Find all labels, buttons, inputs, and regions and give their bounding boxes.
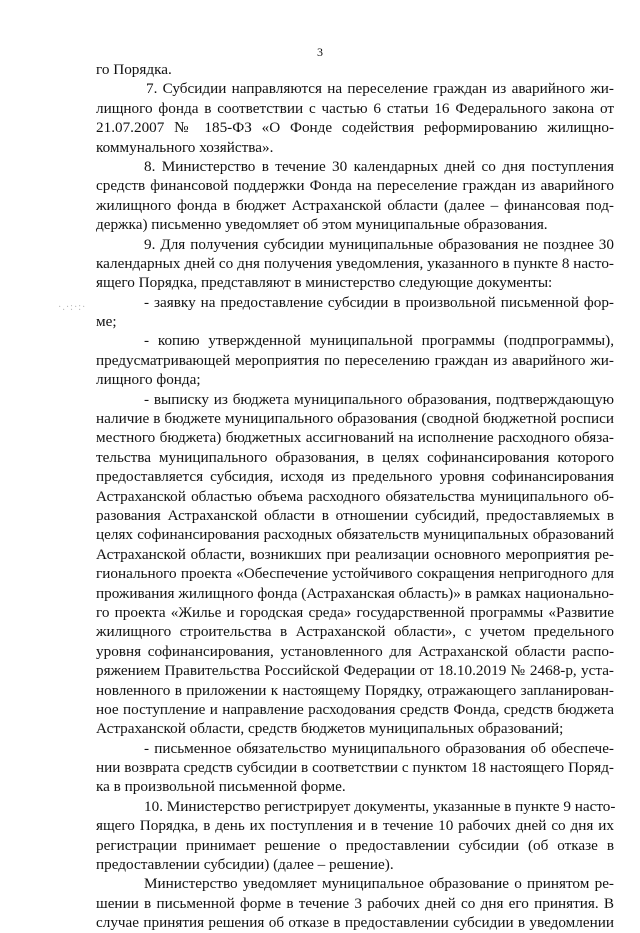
text-line: новленного в приложении к настоящему Порядку, отражающего запланирован- [96, 681, 614, 699]
text-line: случае принятия решения об отказе в предоставлении субсидии в уведомлении [96, 914, 614, 932]
text-line: ящего Порядка, в день их поступления и в течение 10 рабочих дней со дня их [96, 817, 614, 835]
text-line: уровня софинансирования, установленного для Астраханской области распо- [96, 642, 614, 660]
text-line: ряжением Правительства Российской Федерации от 18.10.2019 № 2468-р, уста- [96, 662, 614, 680]
text-line: Министерство уведомляет муниципальное образование о принятом ре- [144, 875, 614, 893]
text-line: жилищного строительства в Астраханской области», с учетом предельного [96, 623, 614, 641]
text-line: 10. Министерство регистрирует документы, указанные в пункте 9 насто- [144, 797, 616, 815]
text-line: ка в произвольной письменной форме. [96, 778, 346, 796]
text-line: проживания жилищного фонда (Астраханская область)» в рамках национально- [96, 584, 614, 602]
text-line: 7. Субсидии направляются на переселение граждан из аварийного жи- [146, 80, 614, 98]
text-line: - заявку на предоставление субсидии в произвольной письменной фор- [144, 293, 614, 311]
text-line: ме; [96, 313, 117, 331]
document-body [96, 60, 614, 933]
text-line: местного бюджета) бюджетных ассигнований на исполнение расходного обяза- [96, 429, 614, 447]
text-line: Астраханской области, средств бюджетов муниципальных образований; [96, 720, 564, 738]
scan-artifact: ·.·:·:· [58, 302, 87, 313]
text-line: ящего Порядка, представляют в министерство следующие документы: [96, 274, 553, 292]
text-line: 21.07.2007 № 185-ФЗ «О Фонде содействия реформированию жилищно- [96, 119, 614, 137]
text-line: целях софинансирования расходных обязательств муниципальных образований [96, 526, 614, 544]
text-line: предоставляется субсидия, исходя из предельного уровня софинансирования [96, 468, 614, 486]
text-line: нии возврата средств субсидии в соответствии с пунктом 18 настоящего Поряд- [96, 759, 614, 777]
text-line: разования Астраханской области в отношении субсидий, предоставляемых в [96, 506, 614, 524]
text-line: - письменное обязательство муниципального образования об обеспече- [144, 739, 614, 757]
text-line: - копию утвержденной муниципальной программы (подпрограммы), [144, 332, 614, 350]
text-line: - выписку из бюджета муниципального образования, подтверждающую [144, 390, 614, 408]
text-line: средств финансовой поддержки Фонда на переселение граждан из аварийного [96, 177, 614, 195]
text-line: регистрации принимает решение о предоставлении субсидии (об отказе в [96, 836, 614, 854]
text-line: жилищного фонда в бюджет Астраханской области (далее – финансовая под- [96, 196, 614, 214]
text-line: 9. Для получения субсидии муниципальные образования не позднее 30 [144, 235, 614, 253]
text-line: Астраханской области, возникших при реализации основного мероприятия ре- [96, 545, 614, 563]
text-line: Астраханской областью объема расходного обязательства муниципального об- [96, 487, 614, 505]
text-line: шении в письменной форме в течение 3 рабочих дней со дня его принятия. В [96, 894, 614, 912]
text-line: го Порядка. [96, 61, 172, 78]
text-line: гионального проекта «Обеспечение устойчивого сокращения непригодного для [96, 565, 614, 583]
text-line: лищного фонда в соответствии с частью 6 статьи 16 Федерального закона от [96, 99, 614, 117]
text-line: календарных дней со дня получения уведомления, указанного в пункте 8 насто- [96, 254, 614, 272]
text-line: го проекта «Жилье и городская среда» государственной программы «Развитие [96, 603, 614, 621]
text-line: лищного фонда; [96, 371, 201, 389]
text-line: наличие в бюджете муниципального образования (сводной бюджетной росписи [96, 410, 614, 428]
page-number: 3 [317, 45, 323, 59]
text-line: ное поступление и направление расходования средств Фонда, средств бюджета [96, 700, 614, 718]
text-line: держка) письменно уведомляет об этом муниципальные образования. [96, 216, 548, 234]
text-line: предусматривающей мероприятия по переселению граждан из аварийного жи- [96, 351, 614, 369]
text-line: 8. Министерство в течение 30 календарных дней со дня поступления [144, 157, 614, 175]
text-line: коммунального хозяйства». [96, 138, 274, 156]
text-line: тельства муниципального образования, в целях софинансирования которого [96, 448, 614, 466]
text-line: предоставлении субсидии) (далее – решение). [96, 856, 394, 874]
